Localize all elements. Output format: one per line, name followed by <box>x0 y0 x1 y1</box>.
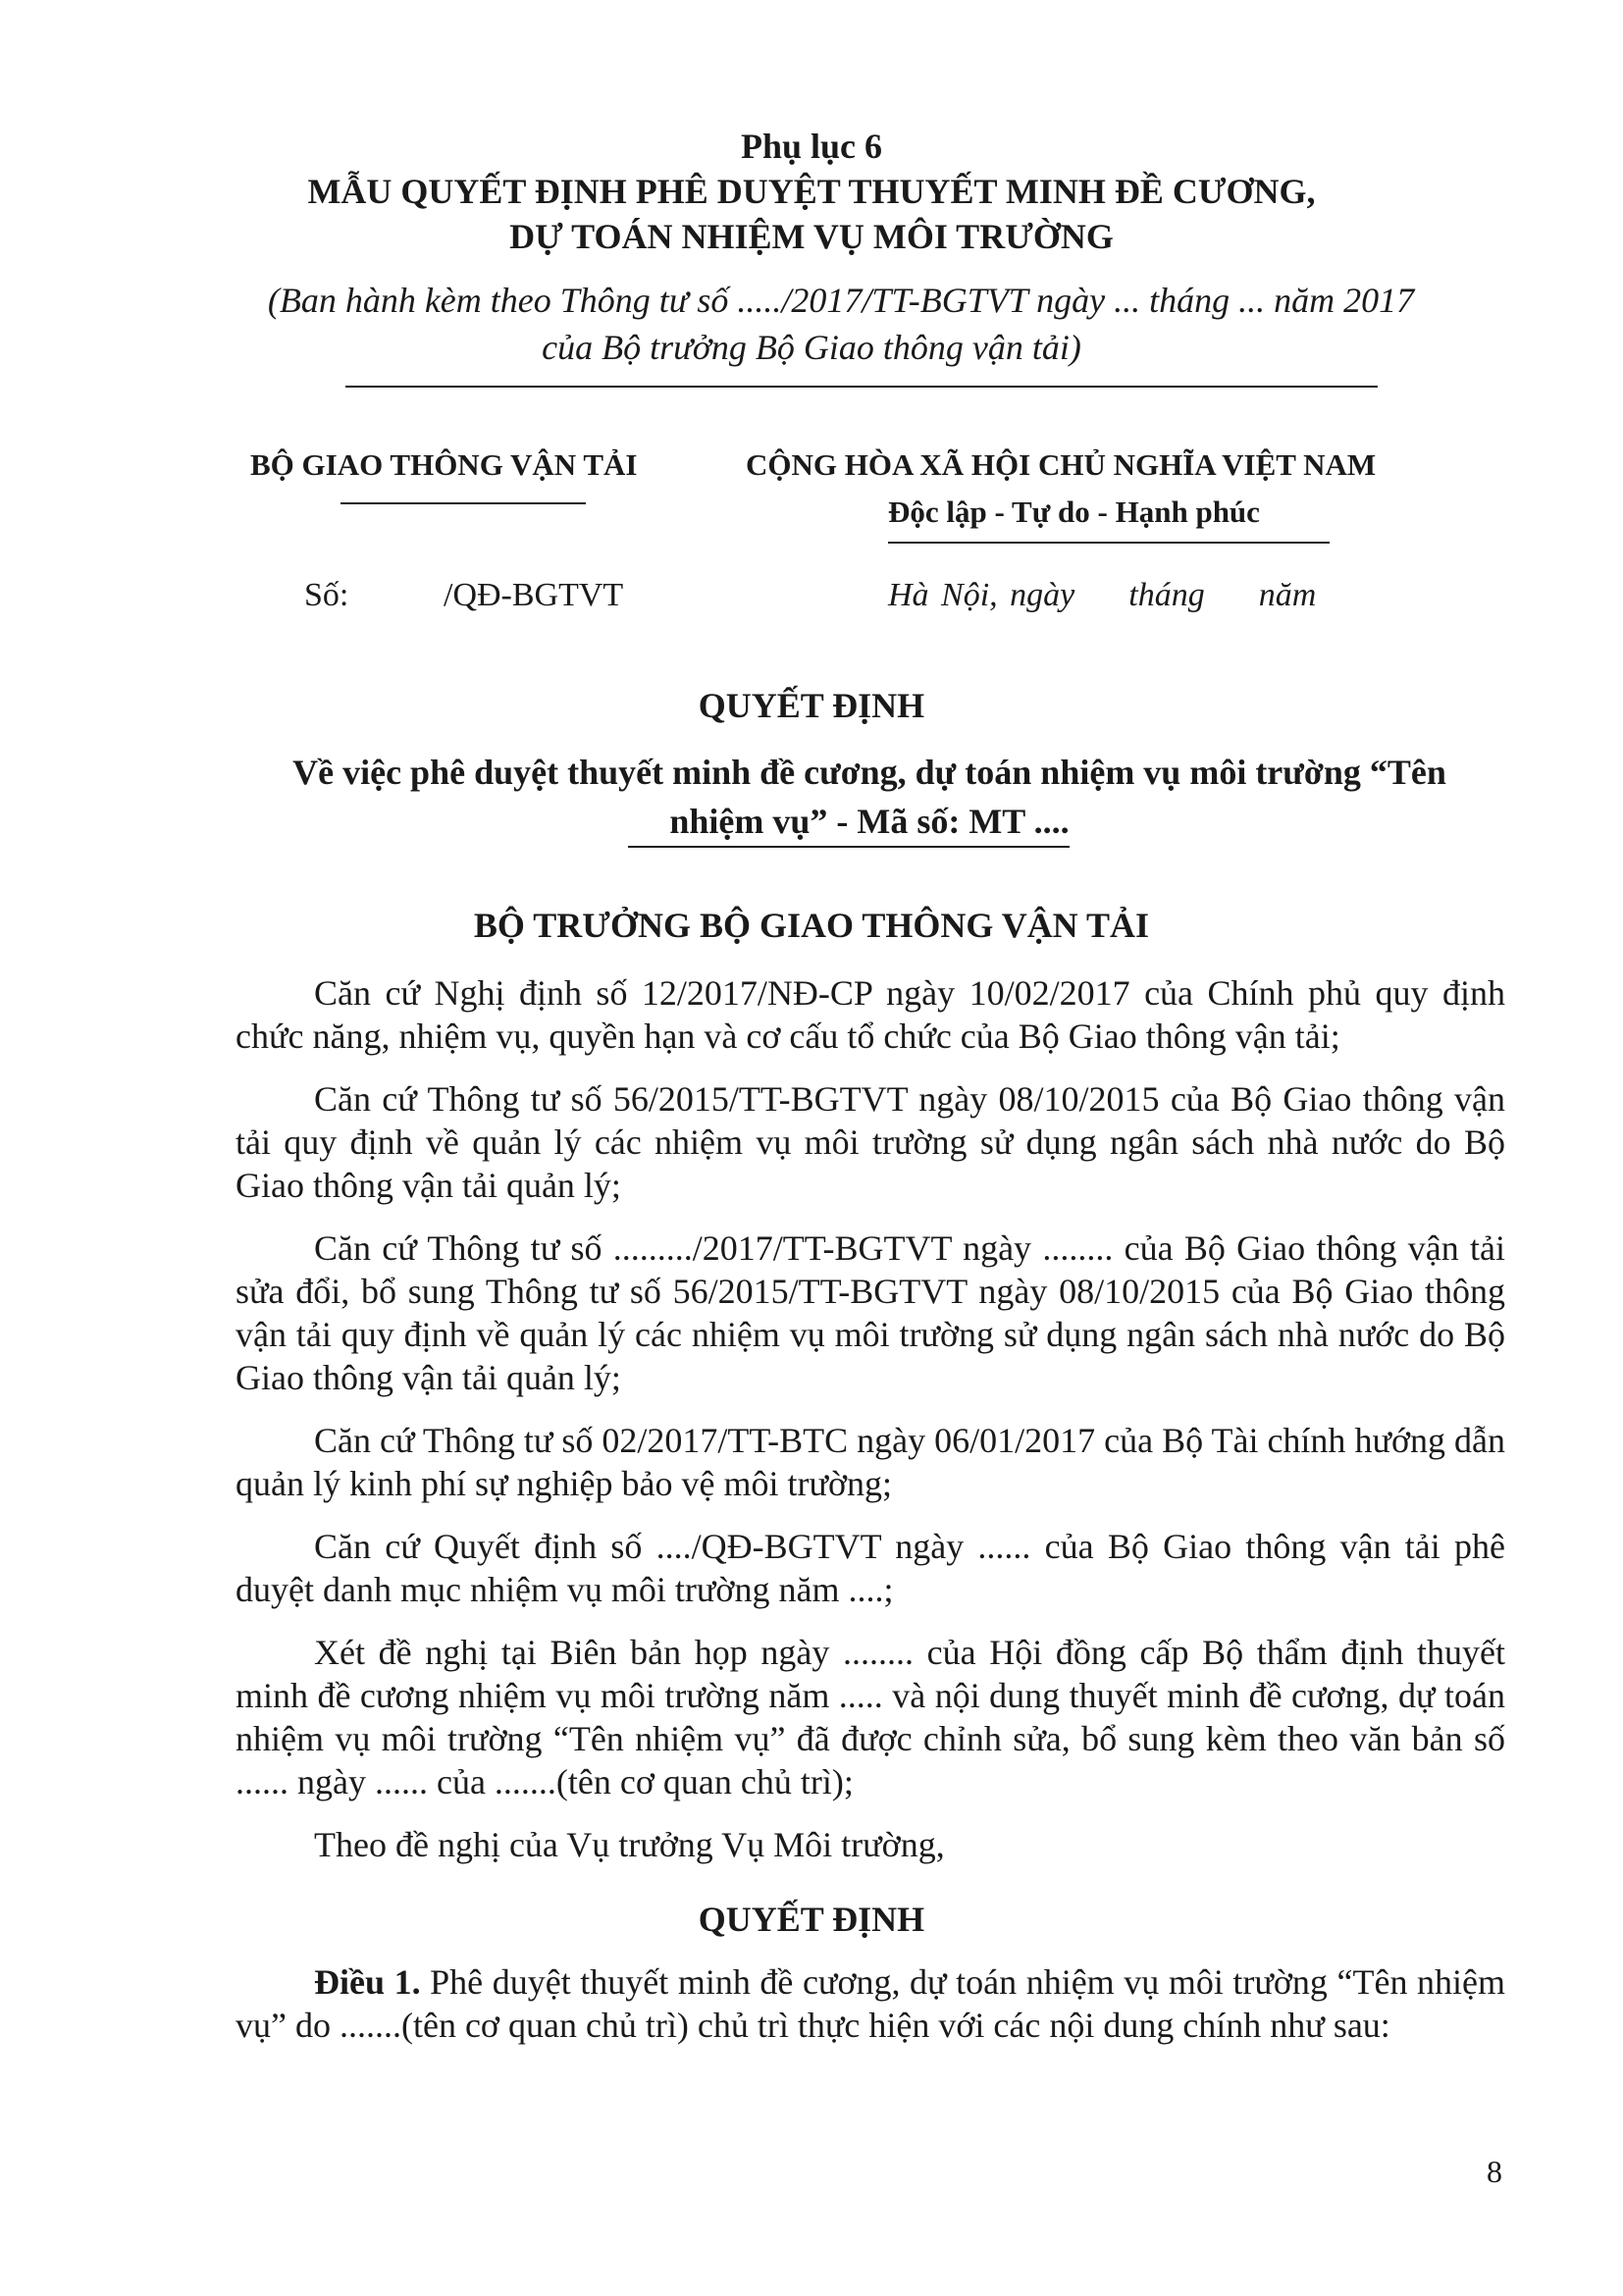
preamble-paragraph: Căn cứ Thông tư số ........./2017/TT-BGTVT ngày ........ của Bộ Giao thông vận tải sửa đổi, bổ sung Thông tư số 56/2015/TT-BGTVT ngày 08/10/2015 của Bộ Giao thông vận tải quy định về quản lý các nhiệm vụ môi trường sử dụng ngân sách nhà nước do Bộ Giao thông vận tải quản lý; <box>236 1228 1505 1397</box>
form-title-line1: MẪU QUYẾT ĐỊNH PHÊ DUYỆT THUYẾT MINH ĐỀ CƯƠNG, <box>307 172 1316 211</box>
place-date-year: năm <box>1258 577 1317 613</box>
nation-name: CỘNG HÒA XÃ HỘI CHỦ NGHĨA VIỆT NAM <box>746 447 1377 482</box>
issued-note-line1: (Ban hành kèm theo Thông tư số ...../2017/TT-BGTVT ngày ... tháng ... năm 2017 <box>267 281 1415 320</box>
article-1-label: Điều 1. <box>314 1962 421 2002</box>
divider <box>345 386 1378 388</box>
preamble <box>236 971 1505 1886</box>
article-1 <box>236 1960 1505 2047</box>
preamble-paragraph: Căn cứ Nghị định số 12/2017/NĐ-CP ngày 10/02/2017 của Chính phủ quy định chức năng, nhiệm vụ, quyền hạn và cơ cấu tổ chức của Bộ Giao thông vận tải; <box>236 973 1505 1056</box>
national-motto: Độc lập - Tự do - Hạnh phúc <box>888 495 1260 529</box>
decision-title: QUYẾT ĐỊNH <box>698 686 925 725</box>
preamble-paragraph: Xét đề nghị tại Biên bản họp ngày ........ của Hội đồng cấp Bộ thẩm định thuyết minh đề cương nhiệm vụ môi trường năm ..... và nội dung thuyết minh đề cương, dự toán nhiệm vụ môi trường “Tên nhiệm vụ” đã được chỉnh sửa, bổ sung kèm theo văn bản số ...... ngày ...... của .......(tên cơ quan chủ trì); <box>236 1633 1505 1801</box>
appendix-label: Phụ lục 6 <box>740 127 883 166</box>
agency-underline <box>340 502 586 504</box>
place-date-month: tháng <box>1128 577 1205 613</box>
subject-underline <box>628 846 1070 848</box>
subject-line2: nhiệm vụ” - Mã số: MT .... <box>669 802 1070 841</box>
decision-subject <box>236 748 1503 846</box>
place-date-day: Hà Nội, ngày <box>888 577 1075 613</box>
page-number: 8 <box>1487 2154 1502 2189</box>
form-title-line2: DỰ TOÁN NHIỆM VỤ MÔI TRƯỜNG <box>509 217 1114 256</box>
preamble-paragraph: Căn cứ Thông tư số 56/2015/TT-BGTVT ngày 08/10/2015 của Bộ Giao thông vận tải quy định về quản lý các nhiệm vụ môi trường sử dụng ngân sách nhà nước do Bộ Giao thông vận tải quản lý; <box>236 1079 1505 1205</box>
document-number-code: /QĐ-BGTVT <box>444 577 624 613</box>
subject-line1: Về việc phê duyệt thuyết minh đề cương, dự toán nhiệm vụ môi trường “Tên <box>292 753 1446 792</box>
preamble-paragraph: Căn cứ Quyết định số ..../QĐ-BGTVT ngày ...... của Bộ Giao thông vận tải phê duyệt danh mục nhiệm vụ môi trường năm ....; <box>236 1527 1505 1609</box>
motto-underline <box>888 542 1330 544</box>
issued-note-line2: của Bộ trưởng Bộ Giao thông vận tải) <box>542 328 1081 367</box>
decision-heading: QUYẾT ĐỊNH <box>698 1900 925 1939</box>
agency-name: BỘ GIAO THÔNG VẬN TẢI <box>250 447 638 482</box>
document-number-label: Số: <box>304 577 349 613</box>
form-title <box>0 169 1623 259</box>
issued-note <box>0 277 1623 371</box>
authority-heading: BỘ TRƯỞNG BỘ GIAO THÔNG VẬN TẢI <box>473 906 1150 945</box>
preamble-paragraph: Theo đề nghị của Vụ trưởng Vụ Môi trường, <box>314 1825 945 1864</box>
article-1-text: Phê duyệt thuyết minh đề cương, dự toán nhiệm vụ môi trường “Tên nhiệm vụ” do .......(tên cơ quan chủ trì) chủ trì thực hiện với các nội dung chính như sau: <box>236 1962 1506 2045</box>
place-date <box>888 577 1370 614</box>
preamble-paragraph: Căn cứ Thông tư số 02/2017/TT-BTC ngày 06/01/2017 của Bộ Tài chính hướng dẫn quản lý kinh phí sự nghiệp bảo vệ môi trường; <box>236 1421 1505 1503</box>
